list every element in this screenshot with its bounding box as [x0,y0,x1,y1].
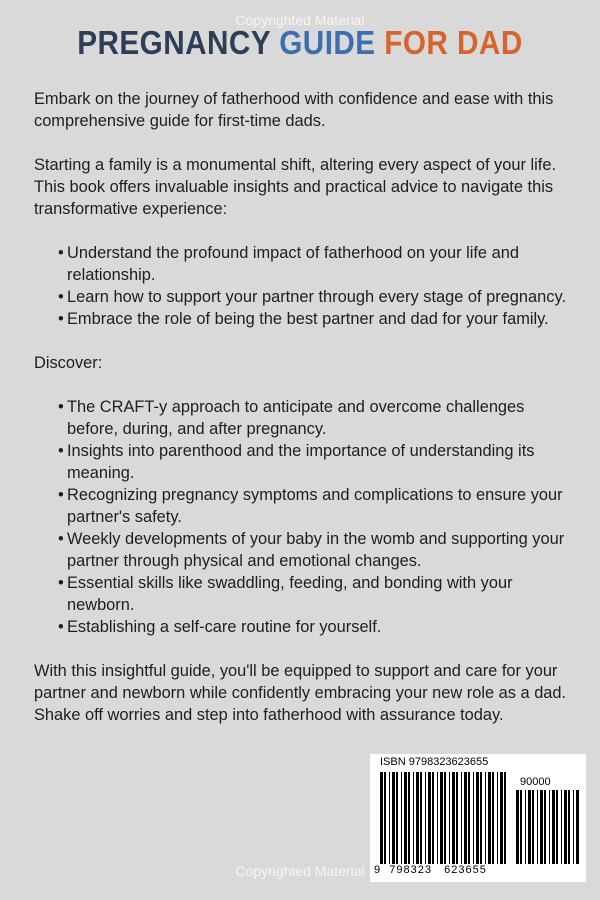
title-part-for-dad: FOR DAD [384,24,523,61]
barcode-bar [416,772,419,864]
barcode-digit-first: 9 [374,864,382,876]
list-item [58,616,574,638]
barcode-bar [540,790,543,864]
family-paragraph: Starting a family is a monumental shift, altering every aspect of your life. This book offers invaluable insights and practical advice to navigate this transformative experience: [34,156,557,218]
barcode-bar [532,790,534,864]
bullet-icon: • [58,486,64,504]
closing-paragraph: With this insightful guide, you'll be equipped to support and care for your partner and newborn while confidently embracing your new role as a dad. Shake off worries and step into fatherhood with assurance today. [34,662,567,724]
list-item [58,396,574,440]
barcode-bar [432,772,434,864]
barcode-digits-group2: 623655 [444,864,487,876]
addon-barcode-icon [516,790,579,864]
barcode-bar [380,772,383,864]
list-item-text: Weekly developments of your baby in the womb and supporting your partner through physical and emotional changes. [67,530,565,570]
bullet-icon: • [58,288,64,306]
book-title [30,24,570,62]
barcode-bar [544,790,546,864]
barcode-bar [564,790,567,864]
barcode-bar [556,790,558,864]
barcode-bar [396,772,398,864]
barcode-bar [573,790,574,864]
list-item-text: Understand the profound impact of fatherhood on your life and relationship. [67,244,519,284]
list-item-text: The CRAFT-y approach to anticipate and overcome challenges before, during, and after pregnancy. [67,398,525,438]
price-code: 90000 [520,776,551,788]
benefits-list [34,242,574,330]
bullet-icon: • [58,398,64,416]
bullet-icon: • [58,530,64,548]
barcode-bar [456,772,458,864]
isbn-label: ISBN 9798323623655 [380,756,489,768]
barcode-bar [488,772,491,864]
list-item [58,286,574,308]
list-item-text: Insights into parenthood and the importance of understanding its meaning. [67,442,535,482]
barcode-bar [552,790,555,864]
barcode-bar [444,772,446,864]
bullet-icon: • [58,618,64,636]
barcode-bar [392,772,395,864]
list-item-text: Learn how to support your partner through every stage of pregnancy. [67,288,567,306]
bullet-icon: • [58,244,64,262]
list-item [58,308,574,330]
barcode-bar [485,772,486,864]
barcode-bar [500,772,503,864]
barcode-bar [425,772,426,864]
barcode-bar [480,772,482,864]
barcode-bar [549,790,550,864]
barcode-bar [408,772,410,864]
intro-paragraph: Embark on the journey of fatherhood with confidence and ease with this comprehensive guide for first-time dads. [34,90,554,130]
barcode-bar [492,772,494,864]
list-item [58,242,574,286]
title-part-pregnancy: PREGNANCY [77,24,271,61]
list-item [58,440,574,484]
barcode-bar [473,772,474,864]
back-cover-text [34,88,574,726]
bullet-icon: • [58,442,64,460]
barcode-bar [568,790,570,864]
barcode-bar [528,790,531,864]
list-item-text: Recognizing pregnancy symptoms and complications to ensure your partner's safety. [67,486,563,526]
watermark-top: Copyrighted Material [235,12,365,28]
list-item-text: Embrace the role of being the best partner and dad for your family. [67,310,549,328]
barcode-bar [404,772,407,864]
barcode-bar [401,772,402,864]
barcode-bar [389,772,390,864]
barcode-bar [516,790,519,864]
barcode-bar [437,772,438,864]
discover-list [34,396,574,638]
barcode-bar [497,772,498,864]
barcode-bar [561,790,562,864]
list-item [58,572,574,616]
barcode-digits-group1: 798323 [389,864,432,876]
bullet-icon: • [58,574,64,592]
barcode-bar [449,772,450,864]
barcode-bar [428,772,431,864]
barcode-bar [576,790,579,864]
barcode-bar [464,772,467,864]
barcode-bar [520,790,522,864]
list-item [58,484,574,528]
main-barcode-icon [380,772,506,864]
title-part-guide: GUIDE [279,24,376,61]
barcode-bar [504,772,506,864]
bullet-icon: • [58,310,64,328]
barcode-bar [461,772,462,864]
barcode-bar [413,772,414,864]
barcode-bar [525,790,526,864]
watermark-bottom: Copyrighted Material [235,863,365,879]
barcode-bar [440,772,443,864]
barcode-bar [476,772,479,864]
discover-heading: Discover: [34,354,103,372]
barcode-bar [468,772,470,864]
barcode-bar [537,790,538,864]
barcode-bar [384,772,386,864]
barcode-bar [420,772,422,864]
list-item-text: Establishing a self-care routine for yourself. [67,618,382,636]
barcode-bar [452,772,455,864]
list-item-text: Essential skills like swaddling, feeding, and bonding with your newborn. [67,574,513,614]
list-item [58,528,574,572]
